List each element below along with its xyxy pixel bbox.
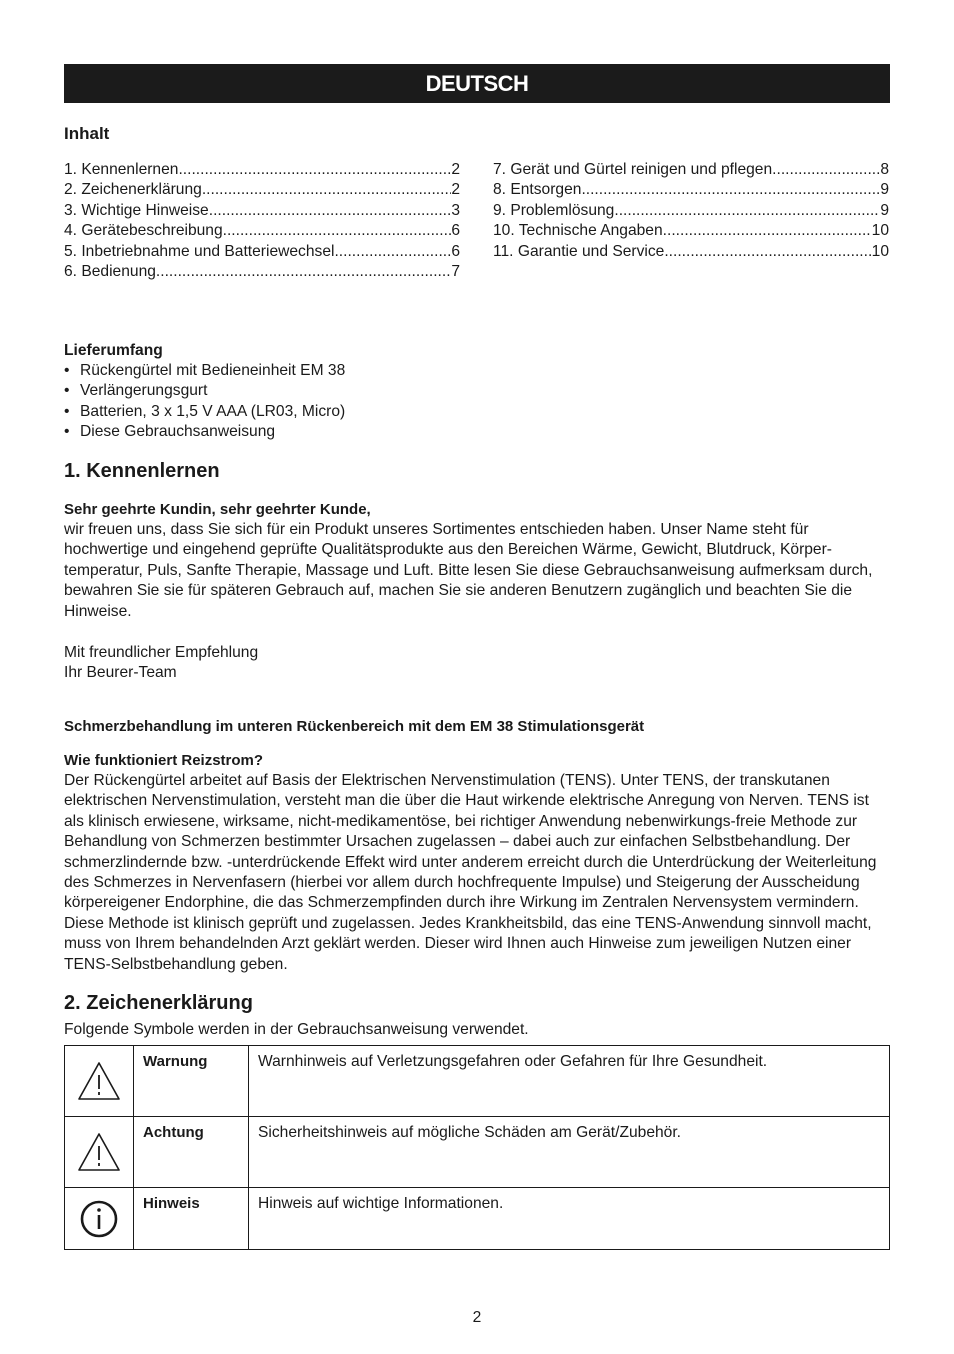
- info-circle-icon: [79, 1199, 119, 1239]
- language-header: DEUTSCH: [64, 64, 890, 103]
- toc-entry: [64, 201, 460, 221]
- toc-entry-page: 9: [880, 181, 889, 199]
- toc-entry-label: 6. Bedienung: [64, 262, 156, 280]
- list-item: • Verlängerungsgurt: [64, 381, 345, 401]
- symbols-table: [64, 1045, 890, 1250]
- toc-left-column: [64, 160, 460, 282]
- toc-entry: [64, 242, 460, 262]
- toc-entry: [493, 201, 889, 221]
- toc-leader-dots: [614, 201, 880, 221]
- toc-entry-page: 7: [451, 262, 460, 280]
- list-item: • Rückengürtel mit Bedieneinheit EM 38: [64, 361, 345, 381]
- toc-entry-page: 6: [451, 222, 460, 240]
- list-item: • Batterien, 3 x 1,5 V AAA (LR03, Micro): [64, 402, 345, 422]
- symbol-name: Achtung: [134, 1117, 249, 1188]
- toc-entry-label: 8. Entsorgen: [493, 181, 582, 199]
- signature-line: Ihr Beurer-Team: [64, 664, 177, 681]
- toc-leader-dots: [663, 221, 872, 241]
- toc-entry-page: 10: [871, 242, 889, 260]
- symbol-name: Hinweis: [134, 1188, 249, 1250]
- greeting: Sehr geehrte Kundin, sehr geehrter Kunde,: [64, 501, 371, 518]
- toc-leader-dots: [772, 160, 880, 180]
- toc-entry-page: 2: [451, 181, 460, 199]
- closing-line: Mit freundlicher Empfehlung: [64, 644, 259, 661]
- toc-right-column: [493, 160, 889, 262]
- toc-entry-page: 3: [451, 201, 460, 219]
- toc-entry-label: 2. Zeichenerklärung: [64, 181, 202, 199]
- toc-entry-label: 3. Wichtige Hinweise: [64, 201, 209, 219]
- section-2-heading: 2. Zeichenerklärung: [64, 992, 253, 1014]
- toc-entry-label: 11. Garantie und Service: [493, 242, 665, 260]
- toc-leader-dots: [202, 180, 451, 200]
- toc-entry-label: 1. Kennenlernen: [64, 161, 179, 178]
- toc-entry-page: 8: [880, 161, 889, 178]
- symbol-name: Warnung: [134, 1046, 249, 1117]
- symbol-description: Hinweis auf wichtige Informationen.: [249, 1188, 890, 1250]
- toc-leader-dots: [209, 201, 452, 221]
- intro-paragraph: wir freuen uns, dass Sie sich für ein Produkt unseres Sortimentes entschieden haben. Unser Name steht für hochwertige und eingehend geprüfte Qualitätsprodukte aus den Bereichen Wärme, Gewicht, Blutdruck, Körper-temperatur, Puls, Sanfte Therapie, Massage und Luft. Bitte lesen Sie diese Gebrauchsanweisung aufmerksam durch, bewahren Sie sie für späteren Gebrauch auf, machen Sie sie anderen Benutzern zugänglich und beachten Sie die Hinweise.: [64, 521, 873, 620]
- toc-entry-page: 9: [880, 201, 889, 219]
- symbol-cell: [65, 1188, 134, 1250]
- toc-entry-label: 7. Gerät und Gürtel reinigen und pflegen: [493, 161, 773, 178]
- symbol-description: Warnhinweis auf Verletzungsgefahren oder Gefahren für Ihre Gesundheit.: [249, 1046, 890, 1117]
- toc-title: Inhalt: [64, 124, 110, 143]
- page-number: 2: [472, 1309, 482, 1326]
- symbol-cell: [65, 1117, 134, 1188]
- tens-heading: Wie funktioniert Reizstrom?: [64, 752, 264, 769]
- tens-paragraph: Der Rückengürtel arbeitet auf Basis der Elektrischen Nervenstimulation (TENS). Unter TENS, der transkutanen elektrischen Nervenstimulation, versteht man die über die Haut wirkende elektrische Anregung von Nerven. TENS ist als klinisch erwiesene, wirksame, nicht-medikamentöse, bei richtiger Anwendung nebenwirkungs-freie Methode zur Behandlung von Schmerzen bestimmter Ursachen zugelassen – dabei auch zur einfachen Selbstbehandlung. Der schmerzlindernde bzw. -unterdrückende Effekt wird unter anderem erreicht durch die Unterdrückung der Weiterleitung des Schmerzes in Nervenfasern (hierbei vor allem durch hochfrequente Impulse) und Steigerung der Ausscheidung körpereigener Endorphine, die das Schmerzempfinden durch ihre Wirkung im Zentralen Nervensystem vermindern. Diese Methode ist klinisch geprüft und zugelassen. Jedes Krankheitsbild, das eine TENS-Anwendung sinnvoll macht, muss von Ihrem behandelnden Arzt geklärt werden. Dieser wird Ihnen auch Hinweise zum jeweiligen Nutzen einer TENS-Selbstbehandlung geben.: [64, 772, 877, 973]
- table-row: [65, 1046, 890, 1117]
- warning-triangle-icon: [77, 1132, 121, 1172]
- symbol-cell: [65, 1046, 134, 1117]
- toc-entry-label: 4. Gerätebeschreibung: [64, 222, 223, 240]
- toc-leader-dots: [664, 242, 871, 262]
- toc-entry: [64, 262, 460, 282]
- list-item: • Diese Gebrauchsanweisung: [64, 422, 345, 442]
- toc-entry: [493, 180, 889, 200]
- table-row: [65, 1117, 890, 1188]
- toc-entry-label: 10. Technische Angaben: [493, 222, 663, 240]
- toc-leader-dots: [156, 262, 451, 282]
- toc-entry-page: 2: [451, 161, 460, 178]
- toc-entry-label: 5. Inbetriebnahme und Batteriewechsel: [64, 242, 335, 260]
- toc-entry-page: 6: [451, 242, 460, 260]
- toc-entry: [64, 160, 460, 180]
- toc-entry: [493, 242, 889, 262]
- toc-entry: [64, 180, 460, 200]
- scope-of-delivery-list: [64, 361, 345, 443]
- symbol-description: Sicherheitshinweis auf mögliche Schäden am Gerät/Zubehör.: [249, 1117, 890, 1188]
- toc-leader-dots: [223, 221, 452, 241]
- toc-entry: [493, 160, 889, 180]
- warning-triangle-icon: [77, 1061, 121, 1101]
- pain-treatment-heading: Schmerzbehandlung im unteren Rückenbereich mit dem EM 38 Stimulationsgerät: [64, 718, 645, 735]
- section-2-intro: Folgende Symbole werden in der Gebrauchsanweisung verwendet.: [64, 1021, 529, 1038]
- toc-leader-dots: [581, 180, 880, 200]
- scope-of-delivery-title: Lieferumfang: [64, 342, 163, 359]
- toc-entry-label: 9. Problemlösung: [493, 201, 615, 219]
- toc-entry: [493, 221, 889, 241]
- section-1-heading: 1. Kennenlernen: [64, 460, 220, 482]
- toc-leader-dots: [334, 242, 451, 262]
- toc-leader-dots: [178, 160, 451, 180]
- toc-entry: [64, 221, 460, 241]
- table-row: [65, 1188, 890, 1250]
- toc-entry-page: 10: [871, 222, 889, 240]
